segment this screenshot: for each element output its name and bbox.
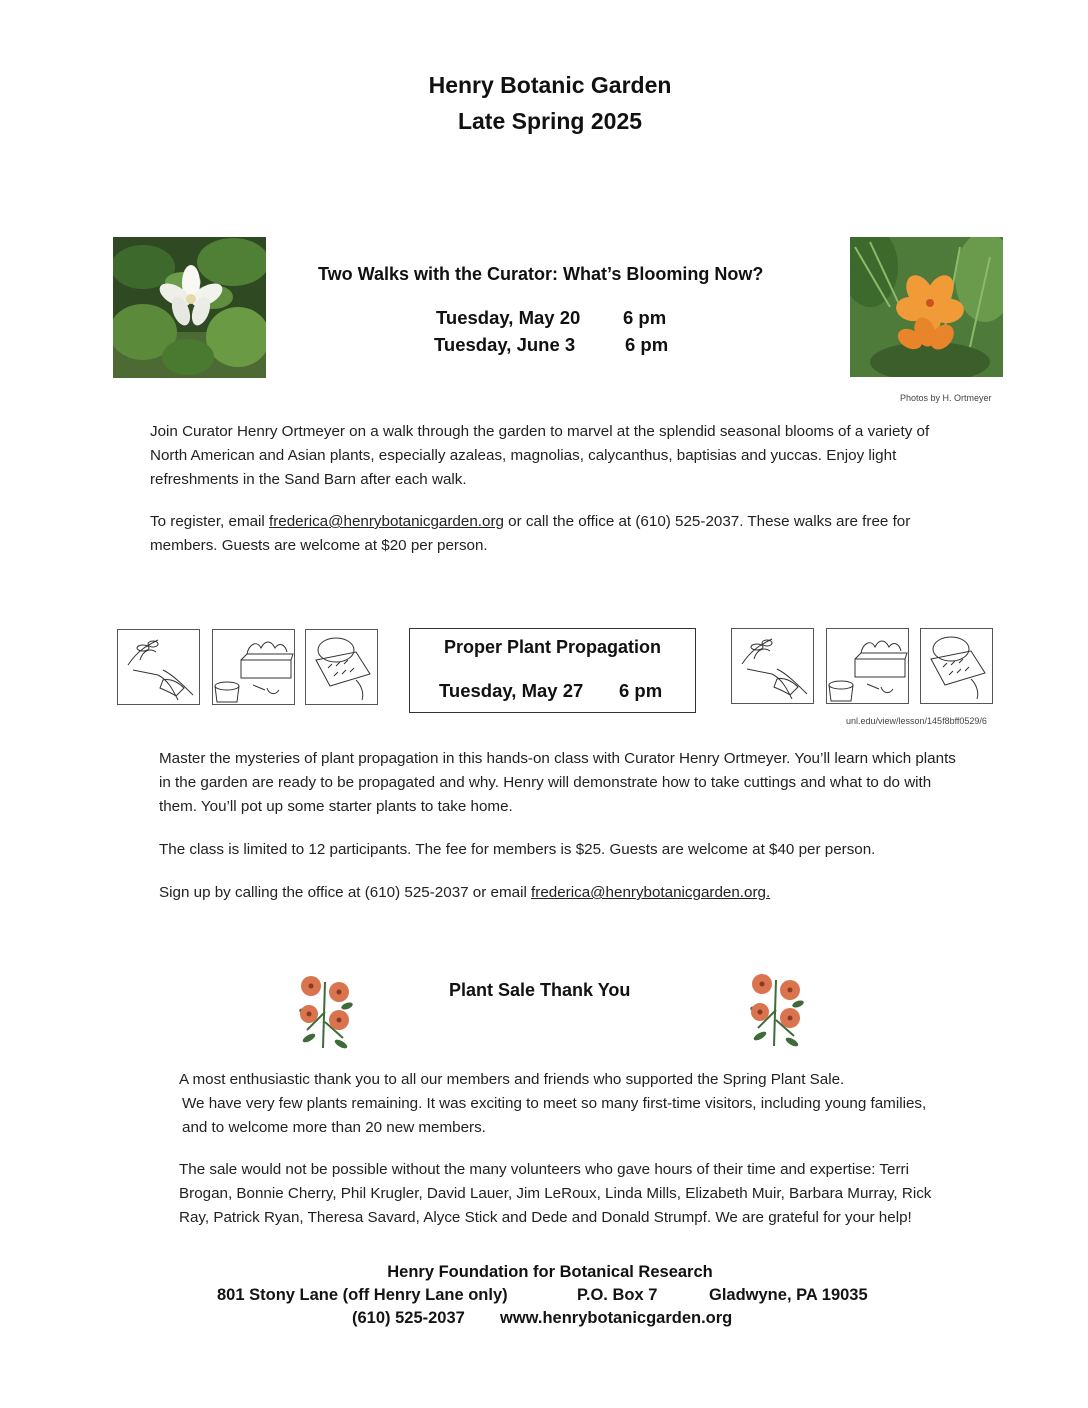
walks-registration bbox=[150, 510, 960, 558]
plant-sale-thanks bbox=[179, 1068, 949, 1140]
potting-sketch-illustration-right bbox=[826, 628, 909, 704]
walks-register-prefix: To register, email bbox=[150, 513, 270, 530]
walks-description-text: Join Curator Henry Ortmeyer on a walk through the garden to marvel at the splendid seasonal blooms of a variety of North American and Asian plants, especially azaleas, magnolias, calycanthus, baptisias and yuccas. Enjoy light refreshments in the Sand Barn after each walk. bbox=[150, 423, 930, 488]
propagation-para-2: The class is limited to 12 participants. The fee for members is $25. Guests are welcome at $40 per person. bbox=[159, 841, 876, 858]
footer-po-box: P.O. Box 7 bbox=[577, 1286, 658, 1304]
propagation-title: Proper Plant Propagation bbox=[443, 637, 662, 657]
walks-register-email-link[interactable]: frederica@henrybotanicgarden.org bbox=[269, 513, 504, 530]
flower-ornament-icon bbox=[295, 972, 355, 1050]
planting-tray-sketch-illustration bbox=[305, 629, 378, 705]
cutting-sketch-illustration-right bbox=[731, 628, 814, 704]
propagation-time: 6 pm bbox=[619, 680, 663, 701]
walk-date-2-day: Tuesday, June 3 bbox=[434, 334, 576, 355]
propagation-signup-prefix: Sign up by calling the office at (610) 525-2037 or email bbox=[159, 884, 532, 901]
propagation-para-1: Master the mysteries of plant propagation in this hands-on class with Curator Henry Ortmeyer. You’ll learn which plants in the garden are ready to be propagated and why. Henry will demonstrate how to take cuttings and what to do with them. You’ll pot up some starter plants to take home. bbox=[159, 750, 956, 815]
walk-date-2-time: 6 pm bbox=[625, 334, 669, 355]
propagation-description bbox=[159, 747, 964, 819]
potting-sketch-illustration bbox=[212, 629, 295, 705]
plant-sale-title: Plant Sale Thank You bbox=[449, 980, 631, 1000]
walks-title: Two Walks with the Curator: What’s Blooming Now? bbox=[318, 264, 764, 284]
planting-tray-sketch-illustration-right bbox=[920, 628, 993, 704]
footer-city: Gladwyne, PA 19035 bbox=[709, 1286, 868, 1304]
footer-address: 801 Stony Lane (off Henry Lane only) bbox=[217, 1286, 508, 1304]
illustration-credit: unl.edu/view/lesson/145f8bff0529/6 bbox=[846, 716, 987, 726]
org-title: Henry Botanic Garden bbox=[428, 72, 672, 98]
orange-azalea-flower-photo bbox=[850, 237, 1003, 377]
propagation-day: Tuesday, May 27 bbox=[439, 680, 584, 701]
footer-website-link[interactable]: www.henrybotanicgarden.org bbox=[500, 1309, 733, 1327]
cutting-sketch-illustration bbox=[117, 629, 200, 705]
season-title: Late Spring 2025 bbox=[457, 108, 643, 134]
plant-sale-para-2: The sale would not be possible without the many volunteers who gave hours of their time and expertise: Terri Brogan, Bonnie Cherry, Phil Krugler, David Lauer, Jim LeRoux, Linda Mills, Elizabeth Muir, Barbara Murray, Rick Ray, Patrick Ryan, Theresa Savard, Alyce Stick and Dede and Donald Strumpf. We are grateful for your help! bbox=[179, 1161, 932, 1226]
propagation-fee bbox=[159, 838, 964, 862]
flower-ornament-icon-right bbox=[746, 970, 806, 1048]
white-magnolia-flower-photo bbox=[113, 237, 266, 378]
walk-date-1-day: Tuesday, May 20 bbox=[436, 307, 581, 328]
photo-credit: Photos by H. Ortmeyer bbox=[900, 393, 992, 403]
walks-register-suffix: or call the office at (610) 525-2037. These walks are free for members. Guests are welcome at $20 per person. bbox=[150, 513, 911, 554]
walks-description bbox=[150, 420, 960, 492]
propagation-signup bbox=[159, 881, 964, 905]
propagation-event-box bbox=[409, 628, 696, 713]
walk-date-1-time: 6 pm bbox=[623, 307, 667, 328]
propagation-signup-email-link[interactable]: frederica@henrybotanicgarden.org. bbox=[531, 884, 771, 901]
footer-phone: (610) 525-2037 bbox=[352, 1309, 465, 1327]
plant-sale-para-1-rest: We have very few plants remaining. It was exciting to meet so many first-time visitors, including young families, and to welcome more than 20 new members. bbox=[182, 1095, 927, 1136]
plant-sale-para-1-line-1: A most enthusiastic thank you to all our members and friends who supported the Spring Plant Sale. bbox=[179, 1071, 845, 1088]
foundation-name: Henry Foundation for Botanical Research bbox=[387, 1263, 713, 1281]
plant-sale-volunteers bbox=[179, 1158, 949, 1230]
